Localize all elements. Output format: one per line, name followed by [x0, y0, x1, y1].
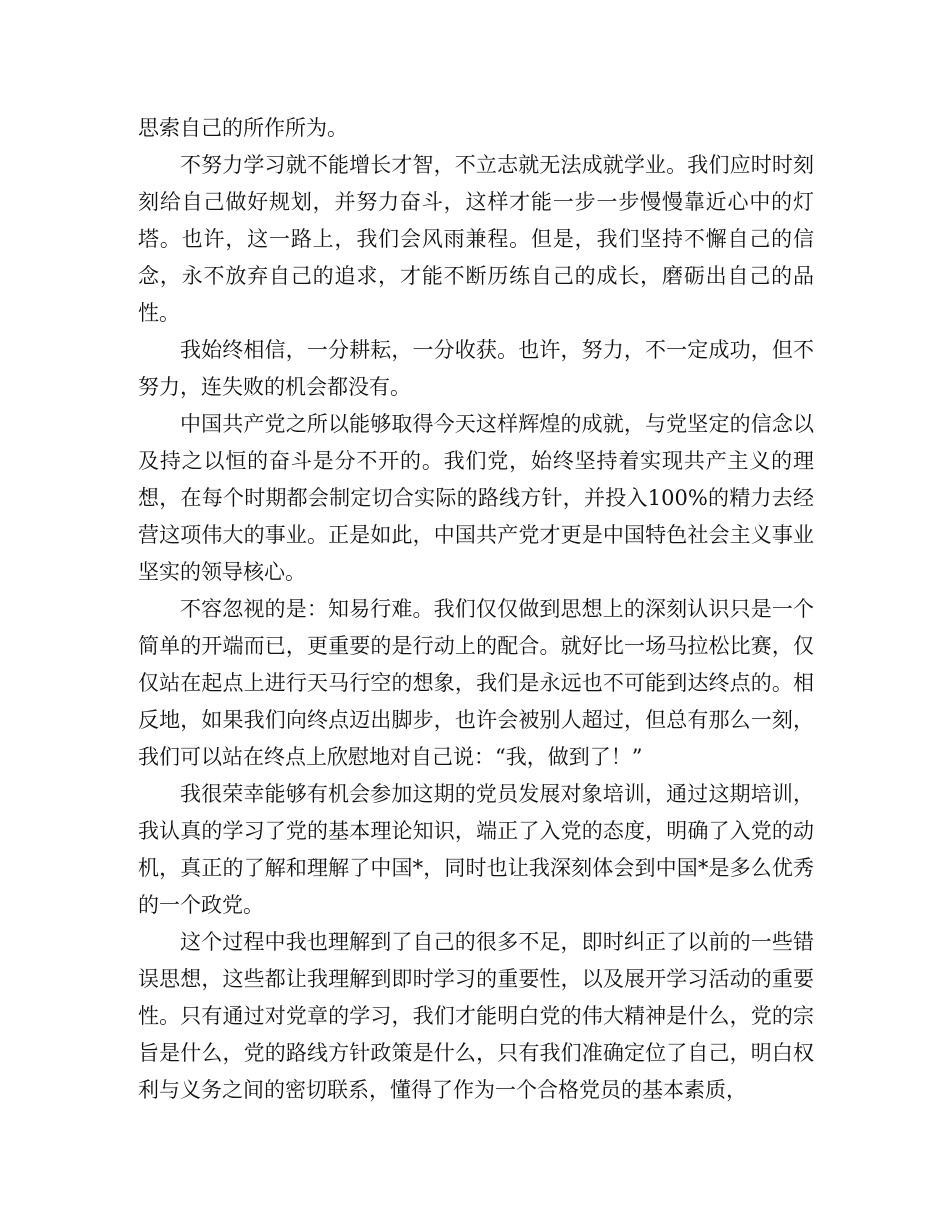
paragraph: 不努力学习就不能增长才智，不立志就无法成就学业。我们应时时刻刻给自己做好规划，并努力奋斗，这样才能一步一步慢慢靠近心中的灯塔。也许，这一路上，我们会风雨兼程。但是，我们坚持不懈自己的信念，永不放弃自己的追求，才能不断历练自己的成长，磨砺出自己的品性。: [138, 153, 814, 325]
paragraph: 我很荣幸能够有机会参加这期的党员发展对象培训，通过这期培训，我认真的学习了党的基本理论知识，端正了入党的态度，明确了入党的动机，真正的了解和理解了中国*，同时也让我深刻体会到中国*是多么优秀的一个政党。: [138, 782, 814, 917]
paragraph: 这个过程中我也理解到了自己的很多不足，即时纠正了以前的一些错误思想，这些都让我理解到即时学习的重要性，以及展开学习活动的重要性。只有通过对党章的学习，我们才能明白党的伟大精神是什么，党的宗旨是什么，党的路线方针政策是什么，只有我们准确定位了自己，明白权利与义务之间的密切联系，懂得了作为一个合格党员的基本素质，: [138, 930, 814, 1102]
paragraph: 不容忽视的是：知易行难。我们仅仅做到思想上的深刻认识只是一个简单的开端而已，更重要的是行动上的配合。就好比一场马拉松比赛，仅仅站在起点上进行天马行空的想象，我们是永远也不可能到达终点的。相反地，如果我们向终点迈出脚步，也许会被别人超过，但总有那么一刻，我们可以站在终点上欣慰地对自己说：“我，做到了！”: [138, 597, 814, 769]
paragraph: 中国共产党之所以能够取得今天这样辉煌的成就，与党坚定的信念以及持之以恒的奋斗是分不开的。我们党，始终坚持着实现共产主义的理想，在每个时期都会制定切合实际的路线方针，并投入100%的精力去经营这项伟大的事业。正是如此，中国共产党才更是中国特色社会主义事业坚实的领导核心。: [138, 412, 814, 584]
paragraph-continued: 思索自己的所作所为。: [138, 116, 348, 140]
document-body: [138, 110, 814, 1109]
paragraph: 我始终相信，一分耕耘，一分收获。也许，努力，不一定成功，但不努力，连失败的机会都没有。: [138, 338, 814, 399]
